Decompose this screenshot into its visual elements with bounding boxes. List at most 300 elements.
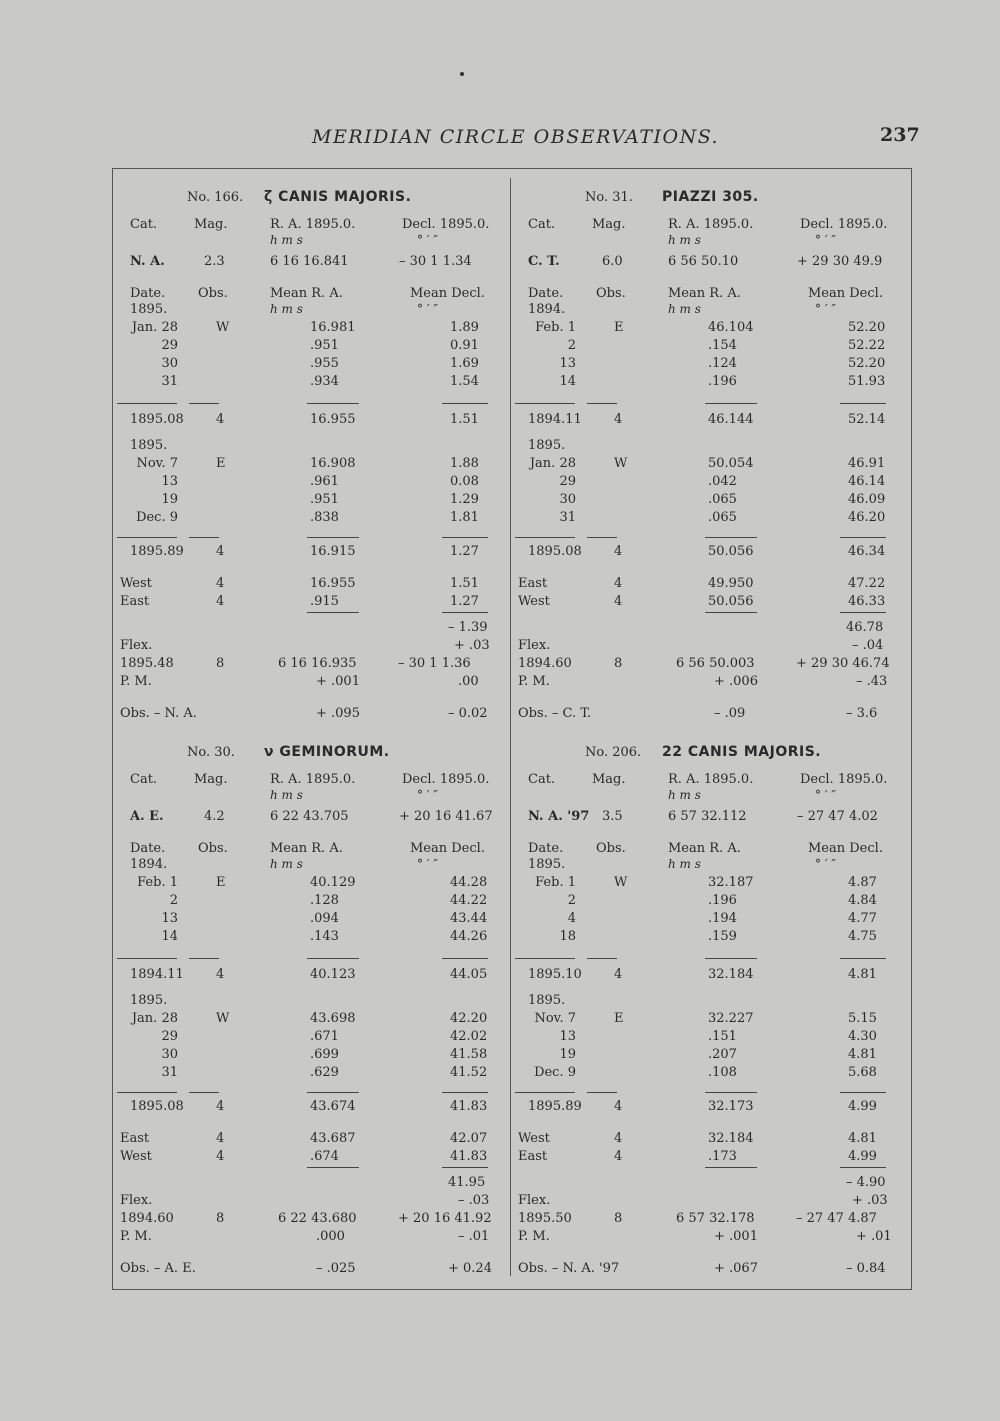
mean2-ra: 16.915 [310, 544, 356, 559]
catalog-decl: + 20 16 41.67 [399, 809, 493, 824]
group2-row-date: 13 [559, 1029, 576, 1044]
page-header-title: MERIDIAN CIRCLE OBSERVATIONS. [312, 126, 720, 148]
group1-row-decl: 4.87 [848, 875, 877, 890]
group2-row-date: 31 [161, 1065, 178, 1080]
group2-row-ra: .108 [708, 1065, 737, 1080]
final-obs: 8 [216, 656, 225, 671]
side1-decl: 47.22 [848, 576, 886, 591]
group2-row-decl: 1.29 [450, 492, 479, 507]
diff-decl: – 3.6 [846, 706, 878, 721]
group1-row-ra: .143 [310, 929, 339, 944]
flex-label: Flex. [518, 1193, 551, 1208]
mean-ra-unit: h m s [270, 302, 303, 316]
date-header: Date. [130, 841, 166, 856]
side2-ra: 50.056 [708, 594, 754, 609]
pm-label: P. M. [518, 1229, 550, 1244]
diff-ra: + .067 [714, 1261, 758, 1276]
side2-obs: 4 [614, 1149, 623, 1164]
rule [442, 403, 488, 404]
group2-row-decl: 46.91 [848, 456, 886, 471]
rule [442, 958, 488, 959]
diff-label: Obs. – C. T. [518, 706, 592, 721]
mag-header: Mag. [194, 772, 228, 787]
group2-row-ra: .065 [708, 492, 737, 507]
group1-row-obs: E [216, 875, 226, 890]
group2-row-decl: 0.08 [450, 474, 479, 489]
group1-row-decl: 52.20 [848, 356, 886, 371]
diff-decl: – 0.02 [448, 706, 488, 721]
group1-row-ra: .094 [310, 911, 339, 926]
mean2-decl: 46.34 [848, 544, 886, 559]
group1-row-obs: W [216, 320, 230, 335]
group1-row-ra: .934 [310, 374, 339, 389]
side1-ra: 49.950 [708, 576, 754, 591]
flex-decl: – .04 [852, 638, 884, 653]
diff-label: Obs. – N. A. '97 [518, 1261, 620, 1276]
group2-row-date: 31 [559, 510, 576, 525]
group1-row-ra: .955 [310, 356, 339, 371]
group1-row-date: 29 [161, 338, 178, 353]
group1-row-decl: 44.26 [450, 929, 488, 944]
extra2: – .03 [458, 1193, 490, 1208]
cat-header: Cat. [130, 217, 158, 232]
final-decl: – 27 47 4.87 [796, 1211, 877, 1226]
star-number: No. 31. [585, 190, 633, 205]
side1-decl: 1.51 [450, 576, 479, 591]
rule [840, 403, 886, 404]
group1-row-obs: W [614, 875, 628, 890]
mean2-decl: 1.27 [450, 544, 479, 559]
group1-row-date: 14 [161, 929, 178, 944]
ra-header: R. A. 1895.0. [668, 217, 754, 232]
mag-header: Mag. [592, 772, 626, 787]
group2-row-ra: 16.908 [310, 456, 356, 471]
decl-unit: ° ′ ″ [417, 233, 438, 247]
star-name: ζ CANIS MAJORIS. [264, 189, 412, 205]
group1-row-date: 4 [567, 911, 576, 926]
mean2-ra: 32.173 [708, 1099, 754, 1114]
diff-decl: – 0.84 [846, 1261, 886, 1276]
side2-label: West [120, 1149, 152, 1164]
final-obs: 8 [614, 1211, 623, 1226]
group2-row-ra: .042 [708, 474, 737, 489]
group2-row-obs: W [614, 456, 628, 471]
rule [117, 958, 177, 959]
ra-unit: h m s [270, 788, 303, 802]
group1-row-decl: 44.28 [450, 875, 488, 890]
ra-header: R. A. 1895.0. [270, 772, 356, 787]
group1-row-date: 30 [161, 356, 178, 371]
group1-row-date: 31 [161, 374, 178, 389]
page-number: 237 [880, 124, 920, 146]
rule [840, 612, 886, 613]
group2-row-ra: 43.698 [310, 1011, 356, 1026]
group1-row-date: 2 [567, 338, 576, 353]
diff-label: Obs. – N. A. [120, 706, 197, 721]
mean-decl-header: Mean Decl. [808, 286, 883, 301]
side1-decl: 4.81 [848, 1131, 877, 1146]
side2-obs: 4 [216, 1149, 225, 1164]
mag-header: Mag. [592, 217, 626, 232]
group1-row-ra: .194 [708, 911, 737, 926]
catalog-ra: 6 56 50.10 [668, 254, 739, 269]
obs-header: Obs. [596, 841, 626, 856]
group1-row-decl: 52.22 [848, 338, 886, 353]
rule [442, 612, 488, 613]
final-ra: 6 22 43.680 [278, 1211, 357, 1226]
final-ra: 6 16 16.935 [278, 656, 357, 671]
group1-row-ra: 16.981 [310, 320, 356, 335]
group2-row-date: Dec. 9 [534, 1065, 576, 1080]
catalog-name: A. E. [130, 809, 164, 824]
side1-ra: 43.687 [310, 1131, 356, 1146]
decl-header: Decl. 1895.0. [402, 217, 490, 232]
group1-row-ra: 40.129 [310, 875, 356, 890]
pm-label: P. M. [120, 1229, 152, 1244]
diff-label: Obs. – A. E. [120, 1261, 196, 1276]
pm-ra: + .001 [714, 1229, 758, 1244]
side1-obs: 4 [216, 576, 225, 591]
mean1-ra: 40.123 [310, 967, 356, 982]
rule [840, 537, 886, 538]
pm-decl: .00 [458, 674, 479, 689]
final-ra: 6 56 50.003 [676, 656, 755, 671]
catalog-ra: 6 16 16.841 [270, 254, 349, 269]
group1-year: 1895. [528, 857, 566, 872]
final-obs: 8 [614, 656, 623, 671]
mean1-ra: 46.144 [708, 412, 754, 427]
star-name: ν GEMINORUM. [264, 744, 390, 760]
group1-row-decl: 1.69 [450, 356, 479, 371]
mean-ra-unit: h m s [668, 857, 701, 871]
side1-label: West [518, 1131, 550, 1146]
group2-row-date: 30 [161, 1047, 178, 1062]
rule [587, 537, 617, 538]
final-decl: + 20 16 41.92 [398, 1211, 492, 1226]
flex-decl: + .03 [454, 638, 490, 653]
catalog-mag: 3.5 [602, 809, 623, 824]
mean1-obs: 4 [216, 967, 225, 982]
rule [705, 958, 757, 959]
mean1-decl: 4.81 [848, 967, 877, 982]
star-number: No. 30. [187, 745, 235, 760]
date-header: Date. [528, 286, 564, 301]
catalog-decl: + 29 30 49.9 [797, 254, 883, 269]
side2-ra: .915 [310, 594, 339, 609]
side1-ra: 32.184 [708, 1131, 754, 1146]
rule [442, 1092, 488, 1093]
group2-row-decl: 5.15 [848, 1011, 877, 1026]
mean1-obs: 4 [614, 967, 623, 982]
group2-row-date: 30 [559, 492, 576, 507]
rule [307, 537, 359, 538]
group2-row-date: 29 [161, 1029, 178, 1044]
group1-row-date: 14 [559, 374, 576, 389]
group1-year: 1894. [528, 302, 566, 317]
group2-row-ra: .961 [310, 474, 339, 489]
rule [189, 958, 219, 959]
cat-header: Cat. [528, 217, 556, 232]
pm-decl: – .43 [856, 674, 888, 689]
flex-label: Flex. [518, 638, 551, 653]
group1-row-date: 18 [559, 929, 576, 944]
side2-label: East [518, 1149, 548, 1164]
mean2-date: 1895.89 [130, 544, 184, 559]
rule [442, 1167, 488, 1168]
decl-header: Decl. 1895.0. [402, 772, 490, 787]
final-decl: – 30 1 1.36 [398, 656, 471, 671]
group2-row-decl: 41.52 [450, 1065, 488, 1080]
mean1-decl: 1.51 [450, 412, 479, 427]
catalog-decl: – 27 47 4.02 [797, 809, 878, 824]
group2-row-date: Dec. 9 [136, 510, 178, 525]
group2-row-decl: 5.68 [848, 1065, 877, 1080]
catalog-mag: 6.0 [602, 254, 623, 269]
group1-row-decl: 4.75 [848, 929, 877, 944]
rule [587, 958, 617, 959]
group1-row-decl: 4.77 [848, 911, 877, 926]
mean2-ra: 43.674 [310, 1099, 356, 1114]
group2-row-date: 13 [161, 474, 178, 489]
group1-row-ra: .124 [708, 356, 737, 371]
group2-row-date: 19 [161, 492, 178, 507]
date-header: Date. [130, 286, 166, 301]
rule [705, 612, 757, 613]
group2-row-ra: 32.227 [708, 1011, 754, 1026]
final-decl: + 29 30 46.74 [796, 656, 890, 671]
mean-decl-header: Mean Decl. [808, 841, 883, 856]
rule [307, 612, 359, 613]
flex-label: Flex. [120, 638, 153, 653]
group2-row-date: Nov. 7 [534, 1011, 576, 1026]
mean2-decl: 4.99 [848, 1099, 877, 1114]
ra-header: R. A. 1895.0. [668, 772, 754, 787]
group1-row-date: 2 [567, 893, 576, 908]
group2-row-ra: .671 [310, 1029, 339, 1044]
mean-decl-header: Mean Decl. [410, 286, 485, 301]
side2-label: East [120, 594, 150, 609]
group2-row-ra: .065 [708, 510, 737, 525]
rule [515, 403, 575, 404]
mean-ra-header: Mean R. A. [668, 841, 741, 856]
rule [515, 1092, 575, 1093]
group1-row-date: 2 [169, 893, 178, 908]
group2-row-ra: .699 [310, 1047, 339, 1062]
group1-row-ra: .154 [708, 338, 737, 353]
catalog-name: C. T. [528, 254, 560, 269]
extra1: – 1.39 [448, 620, 488, 635]
mean2-obs: 4 [614, 1099, 623, 1114]
rule [705, 537, 757, 538]
side1-label: East [120, 1131, 150, 1146]
mean2-obs: 4 [216, 1099, 225, 1114]
group1-row-date: Feb. 1 [137, 875, 178, 890]
group1-row-decl: 52.20 [848, 320, 886, 335]
rule [117, 403, 177, 404]
group2-row-decl: 4.30 [848, 1029, 877, 1044]
group2-row-ra: .951 [310, 492, 339, 507]
group1-row-decl: 1.54 [450, 374, 479, 389]
ra-unit: h m s [668, 788, 701, 802]
mean2-decl: 41.83 [450, 1099, 488, 1114]
mean2-obs: 4 [614, 544, 623, 559]
mean-ra-unit: h m s [270, 857, 303, 871]
rule [307, 403, 359, 404]
group1-row-decl: 1.89 [450, 320, 479, 335]
rule [705, 403, 757, 404]
mean1-obs: 4 [216, 412, 225, 427]
catalog-mag: 4.2 [204, 809, 225, 824]
group1-row-ra: .196 [708, 374, 737, 389]
catalog-ra: 6 57 32.112 [668, 809, 747, 824]
side2-label: West [518, 594, 550, 609]
group1-row-decl: 0.91 [450, 338, 479, 353]
mean1-date: 1894.11 [528, 412, 582, 427]
final-date: 1894.60 [518, 656, 572, 671]
group1-row-ra: .128 [310, 893, 339, 908]
group2-year: 1895. [130, 993, 168, 1008]
group1-row-ra: .159 [708, 929, 737, 944]
mean-decl-unit: ° ′ ″ [815, 302, 836, 316]
group2-row-date: Jan. 28 [529, 456, 576, 471]
diff-ra: + .095 [316, 706, 360, 721]
group2-year: 1895. [528, 438, 566, 453]
side2-obs: 4 [216, 594, 225, 609]
group2-row-decl: 46.20 [848, 510, 886, 525]
side1-obs: 4 [216, 1131, 225, 1146]
pm-ra: .000 [316, 1229, 345, 1244]
mag-header: Mag. [194, 217, 228, 232]
group2-row-decl: 4.81 [848, 1047, 877, 1062]
group1-row-ra: .951 [310, 338, 339, 353]
group1-row-date: Feb. 1 [535, 875, 576, 890]
side1-ra: 16.955 [310, 576, 356, 591]
obs-header: Obs. [198, 841, 228, 856]
mean1-decl: 52.14 [848, 412, 886, 427]
group1-row-decl: 51.93 [848, 374, 886, 389]
group2-row-obs: E [614, 1011, 624, 1026]
mean1-ra: 32.184 [708, 967, 754, 982]
rule [515, 537, 575, 538]
star-number: No. 206. [585, 745, 642, 760]
group2-row-decl: 1.81 [450, 510, 479, 525]
side2-obs: 4 [614, 594, 623, 609]
extra1: 41.95 [448, 1175, 486, 1190]
group2-row-ra: .629 [310, 1065, 339, 1080]
rule [307, 1167, 359, 1168]
final-date: 1895.50 [518, 1211, 572, 1226]
obs-header: Obs. [596, 286, 626, 301]
side2-ra: .674 [310, 1149, 339, 1164]
ra-unit: h m s [668, 233, 701, 247]
rule [587, 1092, 617, 1093]
group2-row-date: Nov. 7 [136, 456, 178, 471]
side2-ra: .173 [708, 1149, 737, 1164]
side1-label: West [120, 576, 152, 591]
group2-year: 1895. [130, 438, 168, 453]
rule [705, 1092, 757, 1093]
group1-row-decl: 4.84 [848, 893, 877, 908]
mean-ra-unit: h m s [668, 302, 701, 316]
group1-row-date: 13 [559, 356, 576, 371]
table-frame [112, 168, 912, 1290]
group2-row-obs: E [216, 456, 226, 471]
mean-ra-header: Mean R. A. [270, 841, 343, 856]
cat-header: Cat. [528, 772, 556, 787]
star-name: 22 CANIS MAJORIS. [662, 744, 822, 760]
mean1-date: 1894.11 [130, 967, 184, 982]
rule [189, 537, 219, 538]
group1-year: 1894. [130, 857, 168, 872]
side1-obs: 4 [614, 1131, 623, 1146]
rule [587, 403, 617, 404]
rule [117, 537, 177, 538]
group2-row-date: 29 [559, 474, 576, 489]
pm-decl: – .01 [458, 1229, 490, 1244]
flex-label: Flex. [120, 1193, 153, 1208]
date-header: Date. [528, 841, 564, 856]
pm-ra: + .006 [714, 674, 758, 689]
catalog-decl: – 30 1 1.34 [399, 254, 472, 269]
mean-ra-header: Mean R. A. [270, 286, 343, 301]
rule [705, 1167, 757, 1168]
group2-row-date: Jan. 28 [131, 1011, 178, 1026]
group1-row-decl: 43.44 [450, 911, 488, 926]
final-ra: 6 57 32.178 [676, 1211, 755, 1226]
decl-unit: ° ′ ″ [815, 788, 836, 802]
group2-row-decl: 42.20 [450, 1011, 488, 1026]
final-obs: 8 [216, 1211, 225, 1226]
side2-decl: 41.83 [450, 1149, 488, 1164]
decl-unit: ° ′ ″ [417, 788, 438, 802]
rule [840, 1167, 886, 1168]
group1-year: 1895. [130, 302, 168, 317]
group1-row-date: 13 [161, 911, 178, 926]
group2-row-ra: .838 [310, 510, 339, 525]
mean-decl-unit: ° ′ ″ [417, 857, 438, 871]
group2-row-obs: W [216, 1011, 230, 1026]
diff-decl: + 0.24 [448, 1261, 492, 1276]
mean2-date: 1895.08 [528, 544, 582, 559]
rule [189, 403, 219, 404]
catalog-mag: 2.3 [204, 254, 225, 269]
print-speck [460, 72, 464, 76]
diff-ra: – .025 [316, 1261, 356, 1276]
rule [189, 1092, 219, 1093]
extra1: – 4.90 [846, 1175, 886, 1190]
decl-unit: ° ′ ″ [815, 233, 836, 247]
pm-label: P. M. [120, 674, 152, 689]
mean1-decl: 44.05 [450, 967, 488, 982]
group2-year: 1895. [528, 993, 566, 1008]
side2-decl: 4.99 [848, 1149, 877, 1164]
mean2-ra: 50.056 [708, 544, 754, 559]
flex-decl: + .03 [852, 1193, 888, 1208]
group2-row-ra: .151 [708, 1029, 737, 1044]
group1-row-decl: 44.22 [450, 893, 488, 908]
group2-row-ra: 50.054 [708, 456, 754, 471]
catalog-name: N. A. '97 [528, 809, 590, 824]
cat-header: Cat. [130, 772, 158, 787]
mean2-obs: 4 [216, 544, 225, 559]
group2-row-decl: 41.58 [450, 1047, 488, 1062]
final-date: 1894.60 [120, 1211, 174, 1226]
rule [515, 958, 575, 959]
side1-decl: 42.07 [450, 1131, 488, 1146]
final-date: 1895.48 [120, 656, 174, 671]
group2-row-decl: 1.88 [450, 456, 479, 471]
ra-unit: h m s [270, 233, 303, 247]
